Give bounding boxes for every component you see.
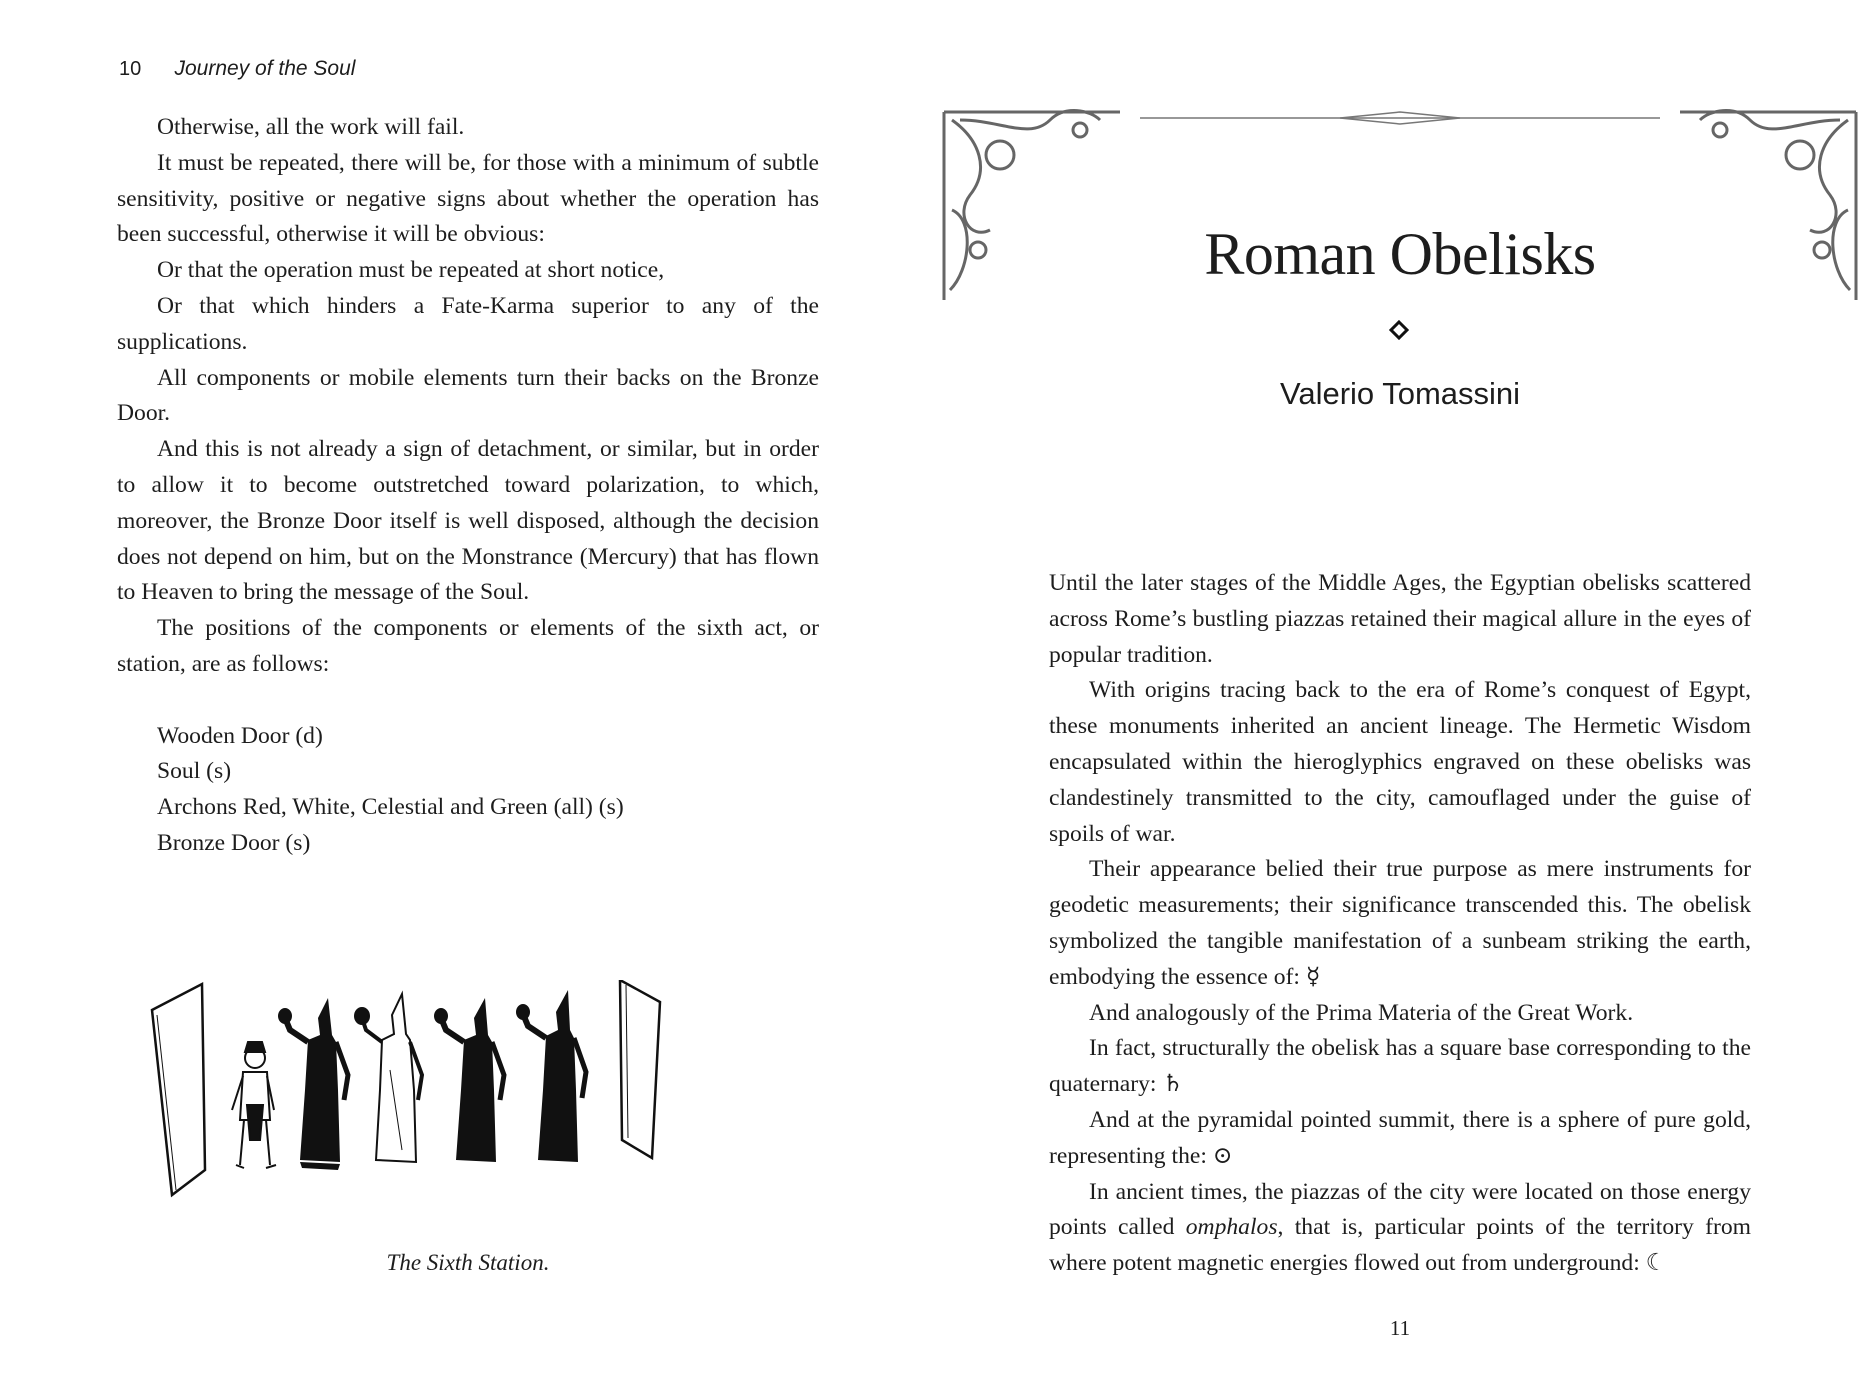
paragraph: And at the pyramidal pointed summit, there is a sphere of pure gold, representing the: ⊙ [1049,1106,1751,1169]
archon-celestial-figure [434,998,504,1162]
station-list [117,719,819,862]
list-item: Soul (s) [157,758,232,785]
italic-term: omphalos [1185,1214,1278,1241]
paragraph: In fact, structurally the obelisk has a square base corresponding to the quaternary: ♄ [1049,1035,1751,1098]
left-page-number: 10 [119,58,142,80]
paragraph: Otherwise, all the work will fail. [157,114,465,140]
paragraph: Their appearance belied their true purpose as mere instruments for geodetic measurements; their significance transcended this. The obelisk symbolized the tangible manifestation of a sunbeam striking the earth, embodying the essence of: ☿ [1049,856,1751,990]
paragraph: And this is not already a sign of detachment, or similar, but in order to allow it to become outstretched toward polarization, to which, moreover, the Bronze Door itself is well disposed, although the decision does not depend on him, but on the Monstrance (Mercury) that has flown to Heaven to bring the message of the Soul. [117,436,819,606]
archon-green-figure [516,990,586,1162]
paragraph: And analogously of the Prima Materia of the Great Work. [1089,999,1634,1026]
paragraph: The positions of the components or elements of the sixth act, or station, are as follows: [117,615,819,677]
left-body-text [117,110,819,862]
text-span: , that is, particular points of the territory from where potent magnetic energies flowed out from underground: ☾ [1049,1214,1751,1277]
list-item: Bronze Door (s) [157,829,311,856]
soul-figure [232,1042,276,1168]
wooden-door [152,984,205,1195]
paragraph: Or that which hinders a Fate-Karma superior to any of the supplications. [117,292,819,355]
figure-caption: The Sixth Station. [386,1250,550,1275]
sixth-station-illustration [140,980,800,1230]
paragraph: All components or mobile elements turn their backs on the Bronze Door. [117,364,819,427]
paragraph: It must be repeated, there will be, for those with a minimum of subtle sensitivity, positive or negative signs about whether the operation has been successful, otherwise it will be obvious: [117,149,819,248]
archon-red-figure [278,998,348,1170]
diamond-icon [1389,320,1409,340]
right-page-number: 11 [1389,1316,1411,1340]
list-item: Wooden Door (d) [157,722,323,749]
archon-white-figure [355,994,422,1162]
text-span: In ancient times, the piazzas of the city were located on those energy points called [1049,1178,1751,1241]
running-title: Journey of the Soul [174,57,356,80]
paragraph [1049,1175,1751,1282]
author-name: Valerio Tomassini [1279,376,1521,411]
list-item: Archons Red, White, Celestial and Green (all) (s) [157,794,624,821]
right-body-text [1049,566,1751,1282]
running-head [119,56,355,81]
paragraph: With origins tracing back to the era of Rome’s conquest of Egypt, these monuments inherited an ancient lineage. The Hermetic Wisdom encapsulated within the hieroglyphics engraved on these obelisks was clandestinely transmitted to the city, camouflaged under the guise of spoils of war. [1049,677,1751,847]
paragraph: Until the later stages of the Middle Ages, the Egyptian obelisks scattered across Rome’s bustling piazzas retained their magical allure in the eyes of popular tradition. [1049,570,1751,668]
chapter-title: Roman Obelisks [1204,221,1596,287]
paragraph: Or that the operation must be repeated at short notice, [157,257,665,284]
